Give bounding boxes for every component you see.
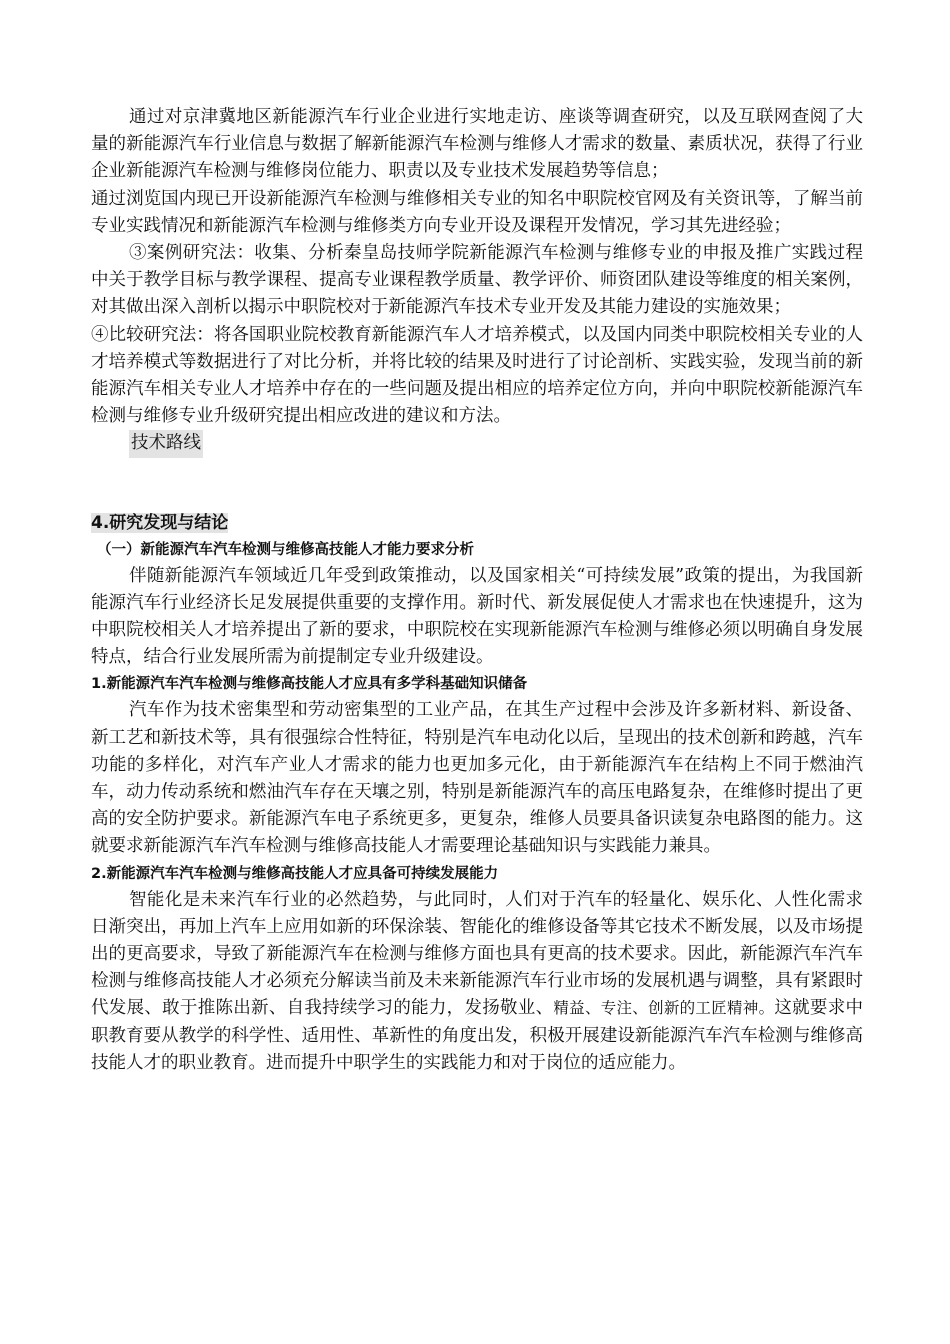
section-heading	[91, 510, 863, 537]
paragraph-background: 伴随新能源汽车领域近几年受到政策推动，以及国家相关“可持续发展”政策的提出，为我国新能源汽车行业经济长足发展提供重要的支撑作用。新时代、新发展促使人才需求也在快速提升，这为中职院校相关人才培养提出了新的要求，中职院校在实现新能源汽车检测与维修必须以明确自身发展特点，结合行业发展所需为前提制定专业升级建设。	[91, 565, 863, 668]
point-heading-2: 2.新能源汽车汽车检测与维修高技能人才应具备可持续发展能力	[91, 865, 499, 882]
paragraph-web-research: 通过浏览国内现已开设新能源汽车检测与维修相关专业的知名中职院校官网及有关资讯等，了解当前专业实践情况和新能源汽车检测与维修类方向专业开设及课程开发情况，学习其先进经验；	[91, 188, 863, 236]
tech-route-label: 技术路线	[129, 430, 203, 457]
document-page	[91, 104, 863, 1077]
tech-route-line	[91, 430, 863, 457]
section-heading-text: 4.研究发现与结论	[91, 512, 229, 533]
spacer	[91, 458, 863, 510]
subsection-heading: （一）新能源汽车汽车检测与维修高技能人才能力要求分析	[97, 541, 474, 558]
paragraph-case-study: ③案例研究法：收集、分析秦皇岛技师学院新能源汽车检测与维修专业的申报及推广实践过程中关于教学目标与教学课程、提高专业课程教学质量、教学评价、师资团队建设等维度的相关案例，对其做出深入剖析以揭示中职院校对于新能源汽车技术专业开发及其能力建设的实施效果；	[91, 243, 863, 318]
paragraph-sustainable	[91, 887, 863, 1077]
point-heading-1: 1.新能源汽车汽车检测与维修高技能人才应具有多学科基础知识储备	[91, 676, 528, 693]
paragraph-field-research: 通过对京津冀地区新能源汽车行业企业进行实地走访、座谈等调查研究，以及互联网查阅了大量的新能源汽车行业信息与数据了解新能源汽车检测与维修人才需求的数量、素质状况，获得了行业企业新能源汽车检测与维修岗位能力、职责以及专业技术发展趋势等信息；	[91, 107, 863, 182]
paragraph-sustainable-part-b: 精益、专注、创新的工匠精神。	[553, 999, 775, 1018]
paragraph-comparative-study: ④比较研究法：将各国职业院校教育新能源汽车人才培养模式，以及国内同类中职院校相关专业的人才培养模式等数据进行了对比分析，并将比较的结果及时进行了讨论剖析、实践实验，发现当前的新能源汽车相关专业人才培养中存在的一些问题及提出相应的培养定位方向，并向中职院校新能源汽车检测与维修专业升级研究提出相应改进的建议和方法。	[91, 324, 863, 427]
paragraph-multidisciplinary: 汽车作为技术密集型和劳动密集型的工业产品，在其生产过程中会涉及许多新材料、新设备、新工艺和新技术等，具有很强综合性特征，特别是汽车电动化以后，呈现出的技术创新和跨越，汽车功能的多样化，对汽车产业人才需求的能力也更加多元化，由于新能源汽车在结构上不同于燃油汽车，动力传动系统和燃油汽车存在天壤之别，特别是新能源汽车的高压电路复杂，在维修时提出了更高的安全防护要求。新能源汽车电子系统更多，更复杂，维修人员要具备识读复杂电路图的能力。这就要求新能源汽车汽车检测与维修高技能人才需要理论基础知识与实践能力兼具。	[91, 700, 863, 857]
paragraph-sustainable-part-a: 智能化是未来汽车行业的必然趋势，与此同时，人们对于汽车的轻量化、娱乐化、人性化需求日渐突出，再加上汽车上应用如新的环保涂装、智能化的维修设备等其它技术不断发展，以及市场提出的更高要求，导致了新能源汽车在检测与维修方面也具有更高的技术要求。因此，新能源汽车汽车检测与维修高技能人才必须充分解读当前及未来新能源汽车行业市场的发展机遇与调整，具有紧跟时代发展、敢于推陈出新、自我持续学习的能力，发扬敬业、	[91, 889, 863, 1019]
paragraph-sustainable-part-c: 这就要求中职教育要从教学的科学性、适用性、革新性的角度出发，积极开展建设新能源汽车汽车检测与维修高技能人才的职业教育。进而提升中职学生的实践能力和对于岗位的适应能力。	[91, 998, 863, 1073]
